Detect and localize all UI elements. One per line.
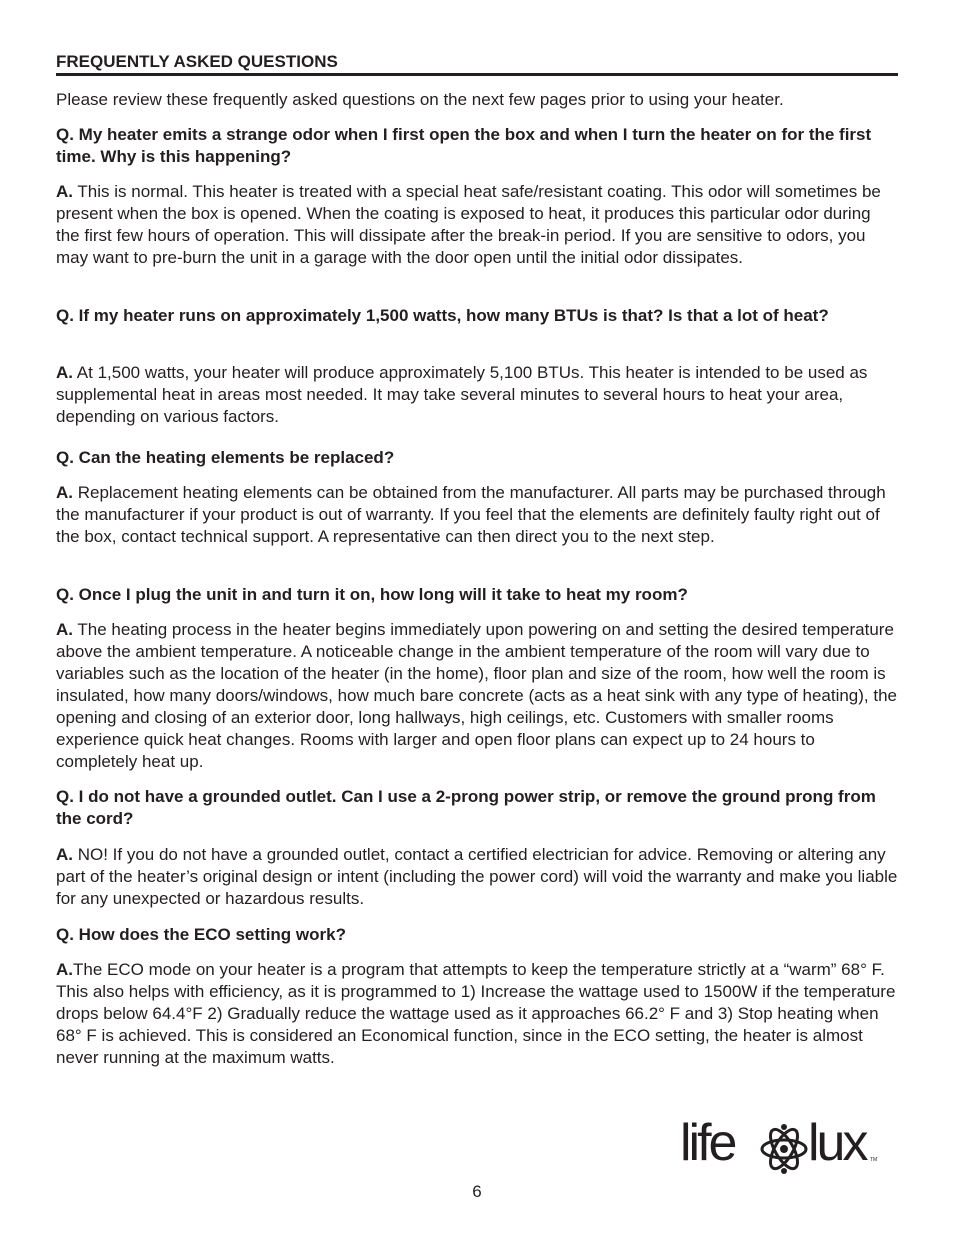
faq-answer bbox=[56, 619, 898, 773]
faq-answer bbox=[56, 844, 898, 910]
answer-text: The ECO mode on your heater is a program that attempts to keep the temperature strictly at a “warm” 68° F. This also helps with efficiency, as it is programmed to 1) Increase the wattage used to 1500W if the temperature drops below 64.4°F 2) Gradually reduce the wattage used as it approaches 66.2° F and 3) Stop heating when 68° F is achieved. This is considered an Economical function, since in the ECO setting, the heater is almost never running at the maximum watts. bbox=[56, 960, 896, 1067]
faq-question: Q. I do not have a grounded outlet. Can I use a 2-prong power strip, or remove the ground prong from the cord? bbox=[56, 787, 876, 828]
answer-text: Replacement heating elements can be obtained from the manufacturer. All parts may be purchased through the manufacturer if your product is out of warranty. If you feel that the elements are definitely faulty right out of the box, contact technical support. A representative can then direct you to the next step. bbox=[56, 483, 886, 546]
faq-question: Q. Can the heating elements be replaced? bbox=[56, 448, 395, 467]
faq-question: Q. How does the ECO setting work? bbox=[56, 925, 346, 944]
faq-answer bbox=[56, 959, 898, 1069]
page-number: 6 bbox=[472, 1182, 482, 1201]
answer-text: At 1,500 watts, your heater will produce approximately 5,100 BTUs. This heater is intended to be used as supplemental heat in areas most needed. It may take several minutes to several hours to heat your area, depending on various factors. bbox=[56, 363, 868, 426]
answer-prefix: A. bbox=[56, 182, 73, 201]
faq-answer bbox=[56, 482, 898, 548]
section-heading: FREQUENTLY ASKED QUESTIONS bbox=[56, 52, 898, 76]
answer-prefix: A. bbox=[56, 483, 73, 502]
answer-prefix: A. bbox=[56, 960, 73, 979]
faq-answer bbox=[56, 362, 898, 428]
answer-prefix: A. bbox=[56, 845, 73, 864]
atom-icon bbox=[760, 1119, 808, 1179]
answer-text: The heating process in the heater begins immediately upon powering on and setting the desired temperature above the ambient temperature. A noticeable change in the ambient temperature of the room will vary due to variables such as the location of the heater (in the home), floor plan and size of the room, how well the room is insulated, how many doors/windows, how much bare concrete (acts as a heat sink with any type of heating), the opening and closing of an exterior door, long hallways, high ceilings, etc. Customers with smaller rooms experience quick heat changes. Rooms with larger and open floor plans can expect up to 24 hours to completely heat up. bbox=[56, 620, 898, 771]
lifelux-logo bbox=[680, 1113, 880, 1183]
faq-question: Q. Once I plug the unit in and turn it on, how long will it take to heat my room? bbox=[56, 585, 688, 604]
intro-text: Please review these frequently asked questions on the next few pages prior to using your heater. bbox=[56, 90, 784, 109]
trademark-mark: TM bbox=[870, 1157, 878, 1163]
answer-prefix: A. bbox=[56, 363, 73, 382]
logo-text-lux: lux bbox=[808, 1114, 866, 1172]
answer-text: NO! If you do not have a grounded outlet, contact a certified electrician for advice. Removing or altering any part of the heater’s original design or intent (including the power cord) will void the warranty and make you liable for any unexpected or hazardous results. bbox=[56, 845, 898, 908]
answer-text: This is normal. This heater is treated with a special heat safe/resistant coating. This odor will sometimes be present when the box is opened. When the coating is exposed to heat, it produces this particular odor during the first few hours of operation. This will dissipate after the break-in period. If you are sensitive to odors, you may want to pre-burn the unit in a garage with the door open until the initial odor dissipates. bbox=[56, 182, 881, 267]
answer-prefix: A. bbox=[56, 620, 73, 639]
faq-question: Q. If my heater runs on approximately 1,500 watts, how many BTUs is that? Is that a lot of heat? bbox=[56, 306, 829, 325]
faq-question: Q. My heater emits a strange odor when I first open the box and when I turn the heater on for the first time. Why is this happening? bbox=[56, 125, 872, 166]
logo-text-life: life bbox=[680, 1114, 735, 1172]
faq-answer bbox=[56, 181, 898, 269]
